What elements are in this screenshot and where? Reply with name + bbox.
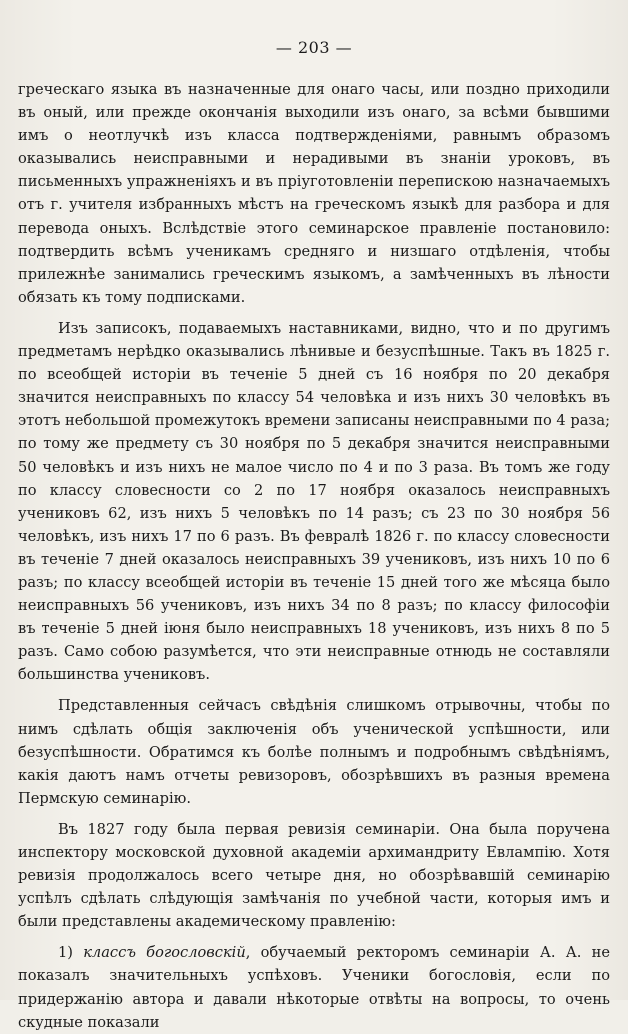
paragraph-4 — [18, 818, 610, 933]
paragraph-5 — [18, 941, 610, 1033]
text-run: Представленныя сейчасъ свѣдѣнія слишкомъ отрывочны, чтобы по нимъ сдѣлать общія заключенія объ ученической успѣшности, или безуспѣшности. Обратимся къ болѣе полнымъ и подробнымъ свѣдѣніямъ, какія даютъ намъ отчеты ревизоровъ, обозрѣвшихъ въ разныя времена Пермскую семинарію. — [18, 697, 610, 807]
body-text — [18, 78, 610, 1034]
text-run: Изъ записокъ, подаваемыхъ наставниками, видно, что и по другимъ предметамъ нерѣдко оказывались лѣнивые и безуспѣшные. Такъ въ 1825 г. по всеобщей исторіи въ теченіе 5 дней съ 16 ноября по 20 декабря значится неисправныхъ по классу 54 человѣка и изъ нихъ 30 человѣкъ въ этотъ небольшой промежутокъ времени записаны неисправными по 4 раза; по тому же предмету съ 30 ноября по 5 декабря значится неисправными 50 человѣкъ и изъ нихъ не малое число по 4 и по 3 раза. Въ томъ же году по классу словесности со 2 по 17 ноября оказалось неисправныхъ учениковъ 62, изъ нихъ 5 человѣкъ по 14 разъ; съ 23 по 30 ноября 56 человѣкъ, изъ нихъ 17 по 6 разъ. Въ февралѣ 1826 г. по классу словесности въ теченіе 7 дней оказалось неисправныхъ 39 учениковъ, изъ нихъ 10 по 6 разъ; по классу всеобщей исторіи въ теченіе 15 дней того же мѣсяца было неисправныхъ 56 учениковъ, изъ нихъ 34 по 8 разъ; по классу философіи въ теченіе 5 дней іюня было неисправныхъ 18 учениковъ, изъ нихъ 8 по 5 разъ. Само собою разумѣется, что эти неисправные отнюдь не составляли большинства учениковъ. — [18, 319, 610, 684]
paragraph-3 — [18, 694, 610, 809]
paragraph-2 — [18, 317, 610, 687]
paragraph-1 — [18, 78, 610, 309]
text-run: Въ 1827 году была первая ревизія семинаріи. Она была поручена инспектору московской духовной академіи архимандриту Евлампію. Хотя ревизія продолжалось всего четыре дня, но обозрѣвавшій семинарію успѣлъ сдѣлать слѣдующія замѣчанія по учебной части, которыя имъ и были представлены академическому правленію: — [18, 820, 610, 931]
text-run: греческаго языка въ назначенные для онаго часы, или поздно приходили въ оный, или прежде окончанія выходили изъ онаго, за всѣми бывшими имъ о неотлучкѣ изъ класса подтвержденіями, равнымъ образомъ оказывались неисправными и нерадивыми въ знаніи уроковъ, въ письменныхъ упражненіяхъ и въ пріуготовленіи перепискою назначаемыхъ отъ г. учителя избранныхъ мѣстъ на греческомъ языкѣ для разбора и для перевода оныхъ. Вслѣдствіе этого семинарское правленіе постановило: подтвердить всѣмъ ученикамъ средняго и низшаго отдѣленія, чтобы прилежнѣе занимались греческимъ языкомъ, а замѣченныхъ въ лѣности обязать къ тому подписками. — [18, 81, 610, 306]
text-run: , обучаемый ректоромъ семинаріи А. А. не показалъ значительныхъ успѣховъ. Ученики богословія, если по придержанію автора и давали нѣкоторые отвѣты на вопросы, то очень скудные показали — [18, 944, 610, 1031]
italic-run: классъ богословскій — [83, 944, 246, 962]
text-run: 1) — [58, 944, 84, 962]
page-number: — 203 — — [275, 38, 353, 57]
